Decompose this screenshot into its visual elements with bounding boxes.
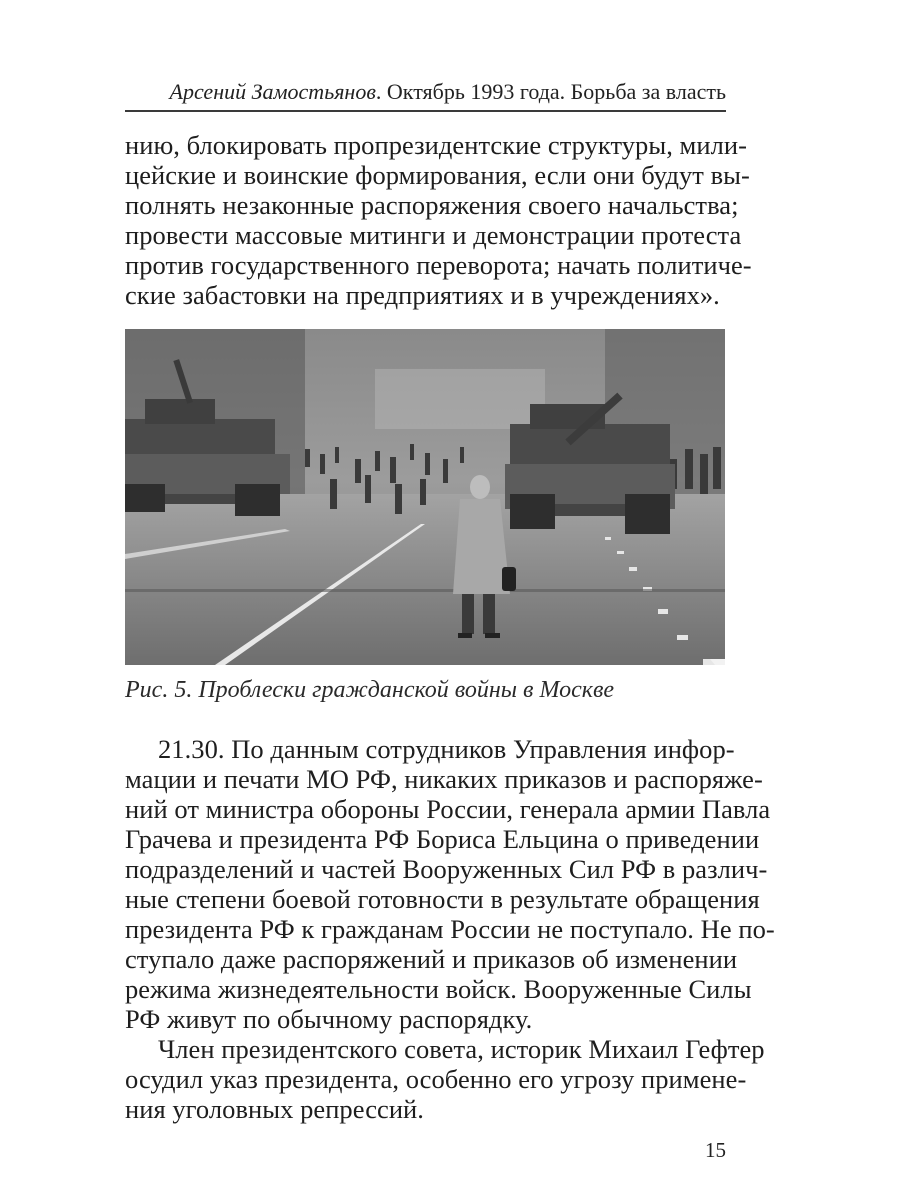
paragraph bbox=[125, 734, 775, 1034]
text-line: полнять незаконные распоряжения своего начальства; bbox=[125, 190, 739, 220]
body-text-top bbox=[125, 130, 752, 310]
text-line: нию, блокировать пропрезидентские структуры, мили- bbox=[125, 130, 747, 160]
text-line: президента РФ к гражданам России не поступало. Не по- bbox=[125, 914, 775, 944]
paragraph bbox=[125, 1034, 765, 1124]
text-line: против государственного переворота; начать политиче- bbox=[125, 250, 752, 280]
running-head bbox=[125, 78, 726, 106]
text-line: режима жизнедеятельности войск. Вооруженные Силы bbox=[125, 974, 752, 1004]
text-line: подразделений и частей Вооруженных Сил РФ в различ- bbox=[125, 854, 768, 884]
page-number: 15 bbox=[705, 1138, 726, 1162]
text-line: Член президентского совета, историк Михаил Гефтер bbox=[158, 1034, 765, 1064]
running-head-title: Октябрь 1993 года. Борьба за власть bbox=[386, 79, 726, 104]
body-text-bottom bbox=[125, 734, 775, 1124]
text-line: мации и печати МО РФ, никаких приказов и распоряже- bbox=[125, 764, 763, 794]
text-line: 21.30. По данным сотрудников Управления инфор- bbox=[158, 734, 735, 764]
figure-caption: Рис. 5. Проблески гражданской войны в Москве bbox=[125, 677, 615, 703]
road-crack bbox=[125, 589, 725, 592]
header-rule bbox=[125, 110, 726, 112]
running-head-author: Арсений Замостьянов bbox=[169, 79, 376, 104]
text-line: ные степени боевой готовности в результате обращения bbox=[125, 884, 760, 914]
bag bbox=[502, 567, 516, 591]
text-line: осудил указ президента, особенно его угрозу примене- bbox=[125, 1064, 747, 1094]
running-head-separator: . bbox=[375, 79, 387, 104]
text-line: ния уголовных репрессий. bbox=[125, 1094, 424, 1124]
paragraph-continuation bbox=[125, 130, 752, 310]
text-line: ний от министра обороны России, генерала армии Павла bbox=[125, 794, 771, 824]
text-line: провести массовые митинги и демонстрации протеста bbox=[125, 220, 742, 250]
text-line: ступало даже распоряжений и приказов об изменении bbox=[125, 944, 738, 974]
text-line: цейские и воинские формирования, если они будут вы- bbox=[125, 160, 750, 190]
text-line: ские забастовки на предприятиях и в учреждениях». bbox=[125, 280, 720, 310]
distant-street bbox=[375, 369, 545, 429]
text-line: Грачева и президента РФ Бориса Ельцина о приведении bbox=[125, 824, 760, 854]
text-line: РФ живут по обычному распорядку. bbox=[125, 1004, 533, 1034]
photo-illustration bbox=[125, 329, 725, 665]
figure-photo bbox=[125, 329, 725, 665]
